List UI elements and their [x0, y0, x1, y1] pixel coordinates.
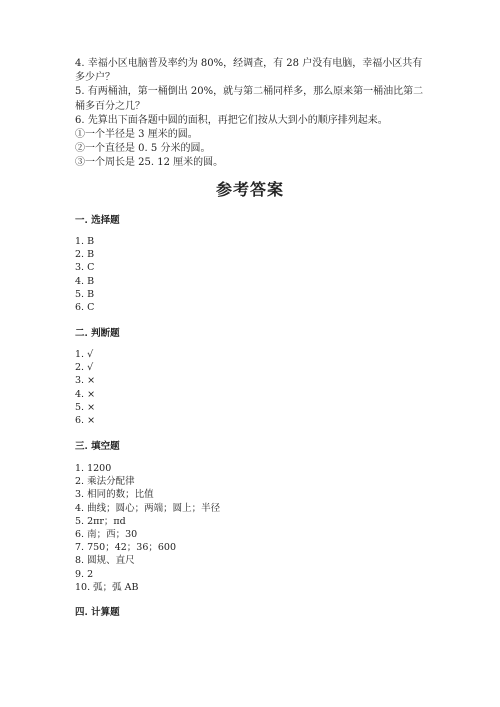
answer-item: 2. √ — [75, 362, 94, 374]
problem-line: 6. 先算出下面各题中圆的面积，再把它们按从大到小的顺序排列起来。 — [75, 114, 388, 126]
answer-item: 1. B — [75, 236, 95, 247]
section-heading-fill-in: 三. 填空题 — [75, 441, 120, 452]
problem-line: ①一个半径是 3 厘米的圆。 — [75, 129, 198, 141]
problem-line: ③一个周长是 25. 12 厘米的圆。 — [75, 157, 224, 169]
answer-item: 6. × — [75, 415, 96, 427]
problem-line: 4. 幸福小区电脑普及率约为 80%，经调查，有 28 户没有电脑，幸福小区共有 — [75, 58, 423, 69]
answer-item: 3. C — [75, 262, 95, 274]
answer-item: 5. 2πr；πd — [75, 515, 126, 527]
problem-line: 多少户？ — [75, 72, 115, 84]
answer-item: 2. 乘法分配律 — [75, 476, 135, 488]
answer-item: 4. 曲线；圆心；两端；圆上；半径 — [75, 502, 221, 514]
problem-line: 5. 有两桶油，第一桶倒出 20%，就与第二桶同样多，那么原来第一桶油比第二 — [75, 86, 424, 98]
problem-line: ②一个直径是 0. 5 分米的圆。 — [75, 143, 211, 155]
choice-answer-list — [75, 235, 94, 314]
fill-in-answer-list — [75, 462, 220, 594]
answer-item: 4. × — [75, 388, 96, 400]
answer-item: 5. × — [75, 401, 96, 413]
answer-item: 1. √ — [75, 349, 94, 360]
answer-item: 3. × — [75, 375, 96, 387]
answer-item: 4. B — [75, 275, 95, 287]
answer-item: 8. 圆规、直尺 — [75, 555, 135, 567]
answer-item: 9. 2 — [75, 568, 94, 580]
answer-item: 5. B — [75, 288, 95, 300]
answer-item: 2. B — [75, 249, 95, 261]
answer-item: 3. 相同的数；比值 — [75, 489, 154, 501]
problem-line: 桶多百分之几？ — [75, 100, 145, 112]
answer-key-title: 参考答案 — [215, 180, 284, 199]
answer-item: 7. 750；42；36；600 — [75, 542, 177, 554]
answer-item: 1. 1200 — [75, 463, 112, 474]
section-heading-choice: 一. 选择题 — [75, 215, 120, 226]
section-heading-calculation: 四. 计算题 — [75, 607, 120, 618]
judgement-answer-list — [75, 348, 95, 427]
answer-item: 6. 南；西；30 — [75, 529, 138, 541]
problem-list — [75, 57, 425, 171]
section-heading-judgement: 二. 判断题 — [75, 328, 120, 339]
answer-item: 10. 弧；弧 AB — [75, 581, 139, 593]
answer-item: 6. C — [75, 302, 95, 314]
